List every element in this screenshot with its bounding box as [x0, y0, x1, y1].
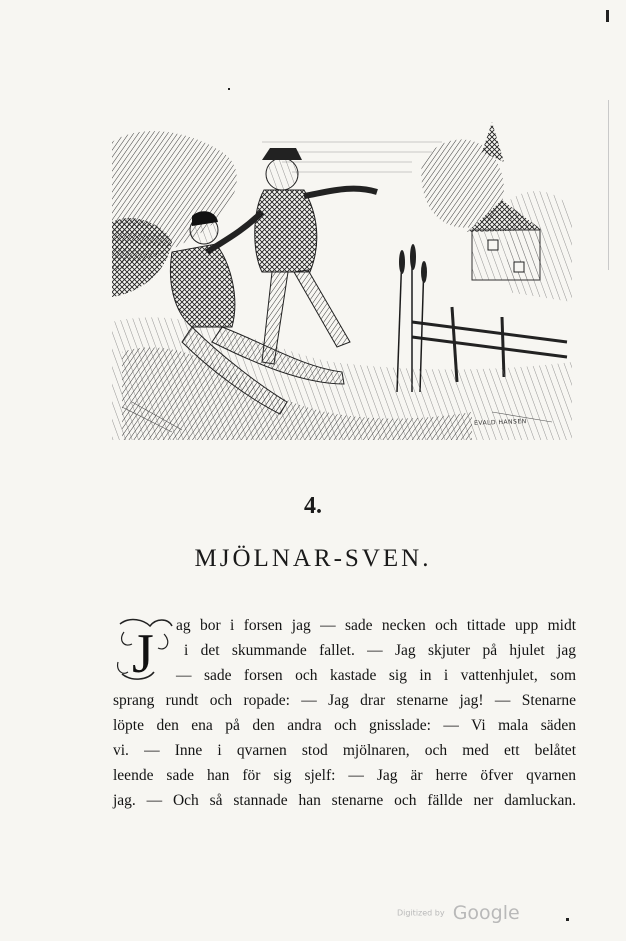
scan-edge-line — [608, 100, 609, 270]
chapter-number: 4. — [304, 493, 322, 519]
scan-speck — [606, 10, 609, 22]
chapter-title: MJÖLNAR-SVEN. — [194, 545, 432, 572]
text-line-7: leende sade han för sig sjelf: — Jag är herre öfver qvarnen — [113, 767, 576, 784]
text-line-1: ag bor i forsen jag — sade necken och tittade upp midt — [176, 617, 576, 634]
text-line-3: — sade forsen och kastade sig in i vattenhjulet, som — [176, 667, 576, 684]
drop-cap — [114, 614, 176, 684]
artist-signature: EVALD HANSEN — [473, 418, 527, 427]
watermark-prefix: Digitized by — [397, 908, 445, 918]
illustration — [112, 122, 572, 440]
watermark-brand: Google — [452, 902, 520, 924]
text-line-2: i det skummande fallet. — Jag skjuter på hjulet jag — [184, 642, 576, 659]
digitized-watermark — [397, 902, 520, 924]
drop-cap-letter: J — [132, 623, 154, 684]
scan-speck — [566, 918, 569, 921]
scan-speck — [228, 88, 230, 90]
ornamental-initial-icon — [114, 614, 176, 684]
text-line-4: sprang rundt och ropade: — Jag drar stenarne jag! — Stenarne — [113, 692, 576, 709]
text-line-8: jag. — Och så stannade han stenarne och fällde ner damluckan. — [113, 792, 576, 809]
engraving-illustration-icon — [112, 122, 572, 440]
text-line-6: vi. — Inne i qvarnen stod mjölnaren, och med ett belåtet — [113, 742, 576, 759]
text-line-5: löpte den ena på den andra och gnisslade: — Vi mala säden — [113, 717, 576, 734]
